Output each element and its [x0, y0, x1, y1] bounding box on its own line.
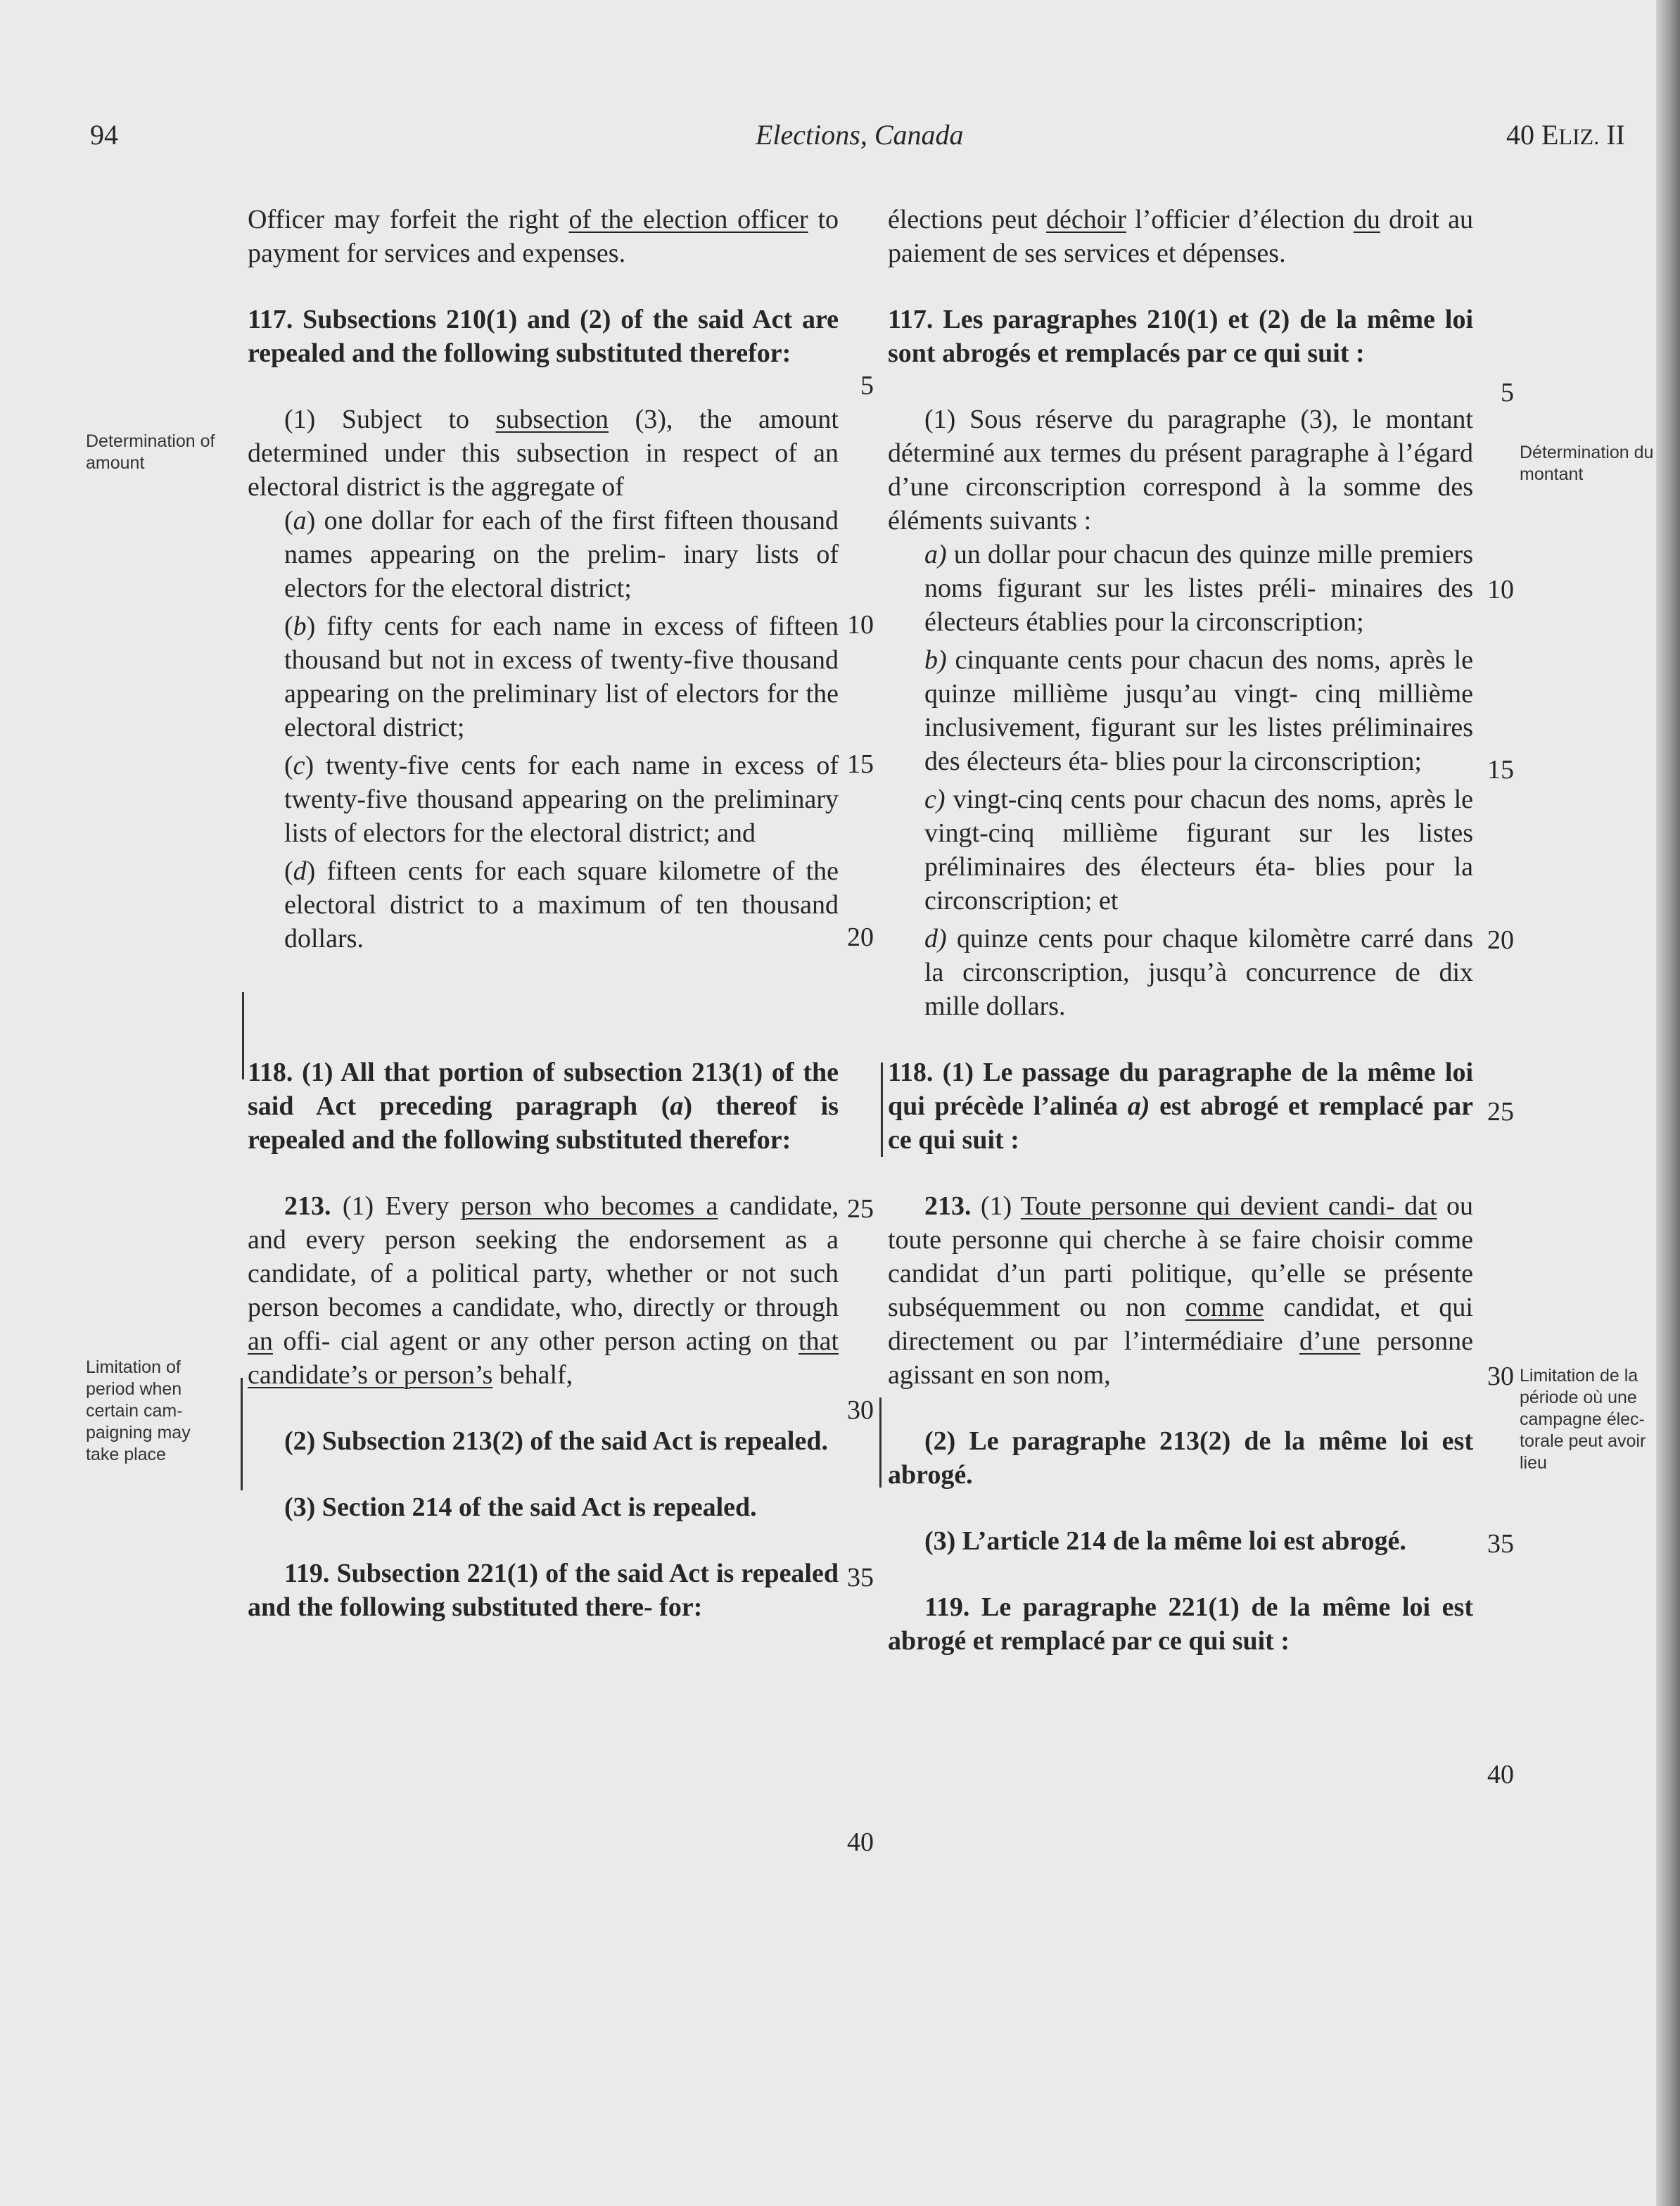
revision-bar-fr: [881, 1063, 883, 1157]
subsection-210-1-fr: (1) Sous réserve du paragraphe (3), le montant déterminé aux termes du présent paragraphe à l’égard d’une circonscription correspond à la somme des éléments suivants :: [888, 405, 1473, 535]
revision-bar-en: [241, 1378, 243, 1490]
carry-over-en: Officer may forfeit the right of the election officer to payment for services and expenses.: [248, 205, 839, 268]
marginal-note-limitation-fr: Limitation de la période où une campagne élec- torale peut avoir lieu: [1520, 1366, 1646, 1473]
section-119-heading-fr: 119. Le paragraphe 221(1) de la même loi est abrogé et remplacé par ce qui suit :: [888, 1592, 1473, 1656]
line-number-fr: 5: [1501, 378, 1514, 407]
section-118-heading-en: 118. (1) All that portion of subsection 213(1) of the said Act preceding paragraph (a) thereof is repealed and the following substituted therefor:: [248, 1058, 839, 1155]
english-column: [248, 0, 839, 1624]
line-number-fr: 25: [1487, 1097, 1514, 1127]
paragraph-d-fr: d) quinze cents pour chaque kilomètre carré dans la circonscription, jusqu’à concurrence de dix mille dollars.: [924, 924, 1473, 1021]
section-119-heading-en: 119. Subsection 221(1) of the said Act is repealed and the following substituted there- for:: [248, 1559, 839, 1622]
regnal-year: 40 ELIZ. II: [1506, 119, 1625, 151]
marginal-note-determination-en: Determination of amount: [86, 431, 215, 473]
paragraph-c-fr: c) vingt-cinq cents pour chacun des noms, après le vingt-cinq millième figurant sur les listes préliminaires des électeurs éta- blies pour la circonscription; et: [924, 785, 1473, 915]
section-118-heading-fr: 118. (1) Le passage du paragraphe de la même loi qui précède l’alinéa a) est abrogé et remplacé par ce qui suit :: [888, 1058, 1473, 1155]
line-number-en: 30: [847, 1395, 874, 1425]
line-number-fr: 40: [1487, 1760, 1514, 1789]
revision-bar-en: [242, 992, 244, 1079]
line-number-fr: 10: [1487, 575, 1514, 604]
paragraph-a-en: (a) one dollar for each of the first fifteen thousand names appearing on the prelim- inary lists of electors for the electoral district;: [284, 506, 839, 603]
section-117-heading-fr: 117. Les paragraphes 210(1) et (2) de la même loi sont abrogés et remplacés par ce qui suit :: [888, 305, 1473, 368]
subsection-118-3-en: (3) Section 214 of the said Act is repealed.: [284, 1492, 757, 1522]
subsection-210-1-en: (1) Subject to subsection (3), the amount determined under this subsection in respect of an electoral district is the aggregate of: [248, 405, 839, 502]
line-number-fr: 15: [1487, 755, 1514, 785]
subsection-118-2-en: (2) Subsection 213(2) of the said Act is repealed.: [284, 1426, 828, 1456]
line-number-en: 25: [847, 1194, 874, 1224]
line-number-fr: 30: [1487, 1362, 1514, 1391]
line-number-fr: 20: [1487, 925, 1514, 955]
subsection-118-3-fr: (3) L’article 214 de la même loi est abrogé.: [924, 1526, 1406, 1556]
section-117-heading-en: 117. Subsections 210(1) and (2) of the said Act are repealed and the following substituted therefor:: [248, 305, 839, 368]
subsection-118-2-fr: (2) Le paragraphe 213(2) de la même loi est abrogé.: [888, 1426, 1473, 1490]
revision-bar-fr: [879, 1397, 882, 1488]
line-number-en: 20: [847, 923, 874, 952]
line-number-en: 15: [847, 749, 874, 779]
section-213-fr: 213. (1) Toute personne qui devient candi- dat ou toute personne qui cherche à se faire choisir comme candidat d’un parti politique, qu’elle se présente subséquemment ou non comme candidat, et qui directement ou par l’intermédiaire d’une personne agissant en son nom,: [888, 1191, 1474, 1390]
running-title: Elections, Canada: [756, 119, 964, 151]
marginal-note-determination-fr: Détermination du montant: [1520, 443, 1654, 484]
paragraph-b-en: (b) fifty cents for each name in excess of fifteen thousand but not in excess of twenty-five thousand appearing on the preliminary list of electors for the electoral district;: [284, 611, 839, 742]
line-number-fr: 35: [1487, 1529, 1514, 1559]
french-column: [888, 0, 1473, 1658]
section-213-en: 213. (1) Every person who becomes a candidate, and every person seeking the endorsement as a candidate, of a political party, whether or not such person becomes a candidate, who, directly or through an offi- cial agent or any other person acting on that candidate’s or person’s behalf,: [248, 1191, 839, 1390]
line-number-en: 5: [860, 371, 874, 400]
paragraph-c-en: (c) twenty-five cents for each name in excess of twenty-five thousand appearing on the preliminary lists of electors for the electoral district; and: [284, 751, 839, 848]
page-number: 94: [90, 119, 118, 151]
paragraph-a-fr: a) un dollar pour chacun des quinze mille premiers noms figurant sur les listes préli- minaires des électeurs établies pour la circonscription;: [924, 540, 1473, 637]
marginal-note-limitation-en: Limitation of period when certain cam- paigning may take place: [86, 1357, 191, 1464]
carry-over-fr: élections peut déchoir l’officier d’élection du droit au paiement de ses services et dépenses.: [888, 205, 1474, 268]
paragraph-d-en: (d) fifteen cents for each square kilometre of the electoral district to a maximum of ten thousand dollars.: [284, 856, 839, 953]
line-number-en: 35: [847, 1563, 874, 1592]
paragraph-b-fr: b) cinquante cents pour chacun des noms, après le quinze millième jusqu’au vingt- cinq millième inclusivement, figurant sur les listes préliminaires des électeurs éta- blies pour la circonscription;: [924, 645, 1473, 776]
line-number-en: 10: [847, 610, 874, 640]
line-number-en: 40: [847, 1827, 874, 1857]
page-edge-shadow: [1656, 0, 1680, 2206]
